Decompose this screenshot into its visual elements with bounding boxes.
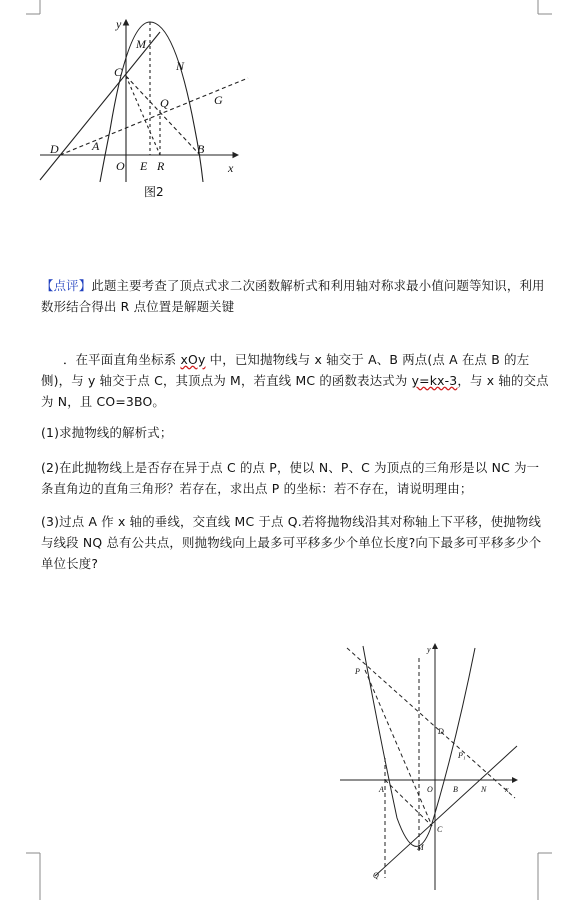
figure-1-caption: 图2: [144, 185, 164, 199]
crop-mark-top-right: [530, 0, 587, 50]
comment-bracket-close: 】: [78, 278, 92, 293]
label-a: A: [92, 139, 100, 153]
line-dg: [60, 78, 248, 155]
segment-ac: [385, 780, 432, 826]
label-n: N: [481, 785, 487, 794]
label-m: M: [136, 37, 146, 51]
parabola: [100, 22, 203, 182]
segment-pc: [365, 670, 432, 826]
label-r: R: [157, 159, 165, 173]
comment-paragraph: [41, 275, 551, 317]
segment-cb: [126, 76, 200, 155]
label-m: M: [417, 843, 424, 852]
line-dc: [40, 32, 160, 180]
label-a: A: [379, 785, 384, 794]
question-1: [41, 422, 551, 443]
label-x: x: [505, 785, 509, 794]
label-y: y: [427, 645, 431, 654]
line-qn: [375, 746, 517, 876]
label-b: B: [197, 142, 205, 156]
label-d: D: [50, 142, 59, 156]
label-p: P: [355, 667, 360, 676]
label-q: Q: [373, 871, 379, 880]
question-2: [41, 457, 551, 499]
segment-cr: [126, 76, 160, 155]
label-o: O: [116, 159, 125, 173]
intro-xoy: xOy: [180, 352, 206, 367]
crop-mark-bottom-right: [530, 840, 587, 900]
comment-text: 此题主要考查了顶点式求二次函数解析式和利用轴对称求最小值问题等知识，利用数形结合得出 R 点位置是解题关键: [41, 278, 545, 314]
label-q: Q: [160, 96, 169, 110]
figure-2: [335, 638, 525, 892]
label-g: G: [214, 93, 223, 107]
parabola: [363, 646, 475, 846]
intro-equation: y=kx-3: [411, 373, 458, 388]
label-c: C: [437, 825, 443, 834]
question-2-text: (2)在此抛物线上是否存在异于点 C 的点 P，使以 N、P、C 为顶点的三角形是以 NC 为一条直角边的直角三角形？若存在，求出点 P 的坐标：若不存在，请说明理由；: [41, 460, 540, 496]
label-o: O: [427, 785, 433, 794]
question-3: [41, 511, 551, 574]
label-y: y: [116, 17, 122, 31]
crop-mark-bottom-left: [0, 840, 50, 900]
label-c: C: [114, 65, 123, 79]
comment-bracket-open: 【: [41, 278, 54, 293]
intro-part-a: ．在平面直角坐标系: [63, 352, 181, 367]
intro-part-c: ，与 x 轴的交点为 N，且 CO=3BO。: [41, 373, 549, 409]
question-1-text: (1)求抛物线的解析式；: [41, 425, 173, 440]
label-p1: P₁: [458, 751, 466, 760]
label-d: D: [438, 727, 444, 736]
label-b: B: [453, 785, 458, 794]
line-p-n: [347, 648, 515, 798]
label-x: x: [228, 161, 234, 175]
intro-part-b: 中，已知抛物线与 x 轴交于 A、B 两点(点 A 在点 B 的左侧)，与 y 轴交于点 C，其顶点为 M，若直线 MC 的函数表达式为: [41, 352, 530, 388]
label-e: E: [140, 159, 148, 173]
question-3-text: (3)过点 A 作 x 轴的垂线，交直线 MC 于点 Q.若将抛物线沿其对称轴上下平移，使抛物线与线段 NQ 总有公共点，则抛物线向上最多可平移多少个单位长度?向下最多可平移多少个单位长度?: [41, 514, 542, 571]
comment-tag: 点评: [53, 278, 79, 293]
label-n: N: [176, 59, 185, 73]
figure-1: [30, 10, 260, 210]
problem-intro: [41, 349, 551, 412]
